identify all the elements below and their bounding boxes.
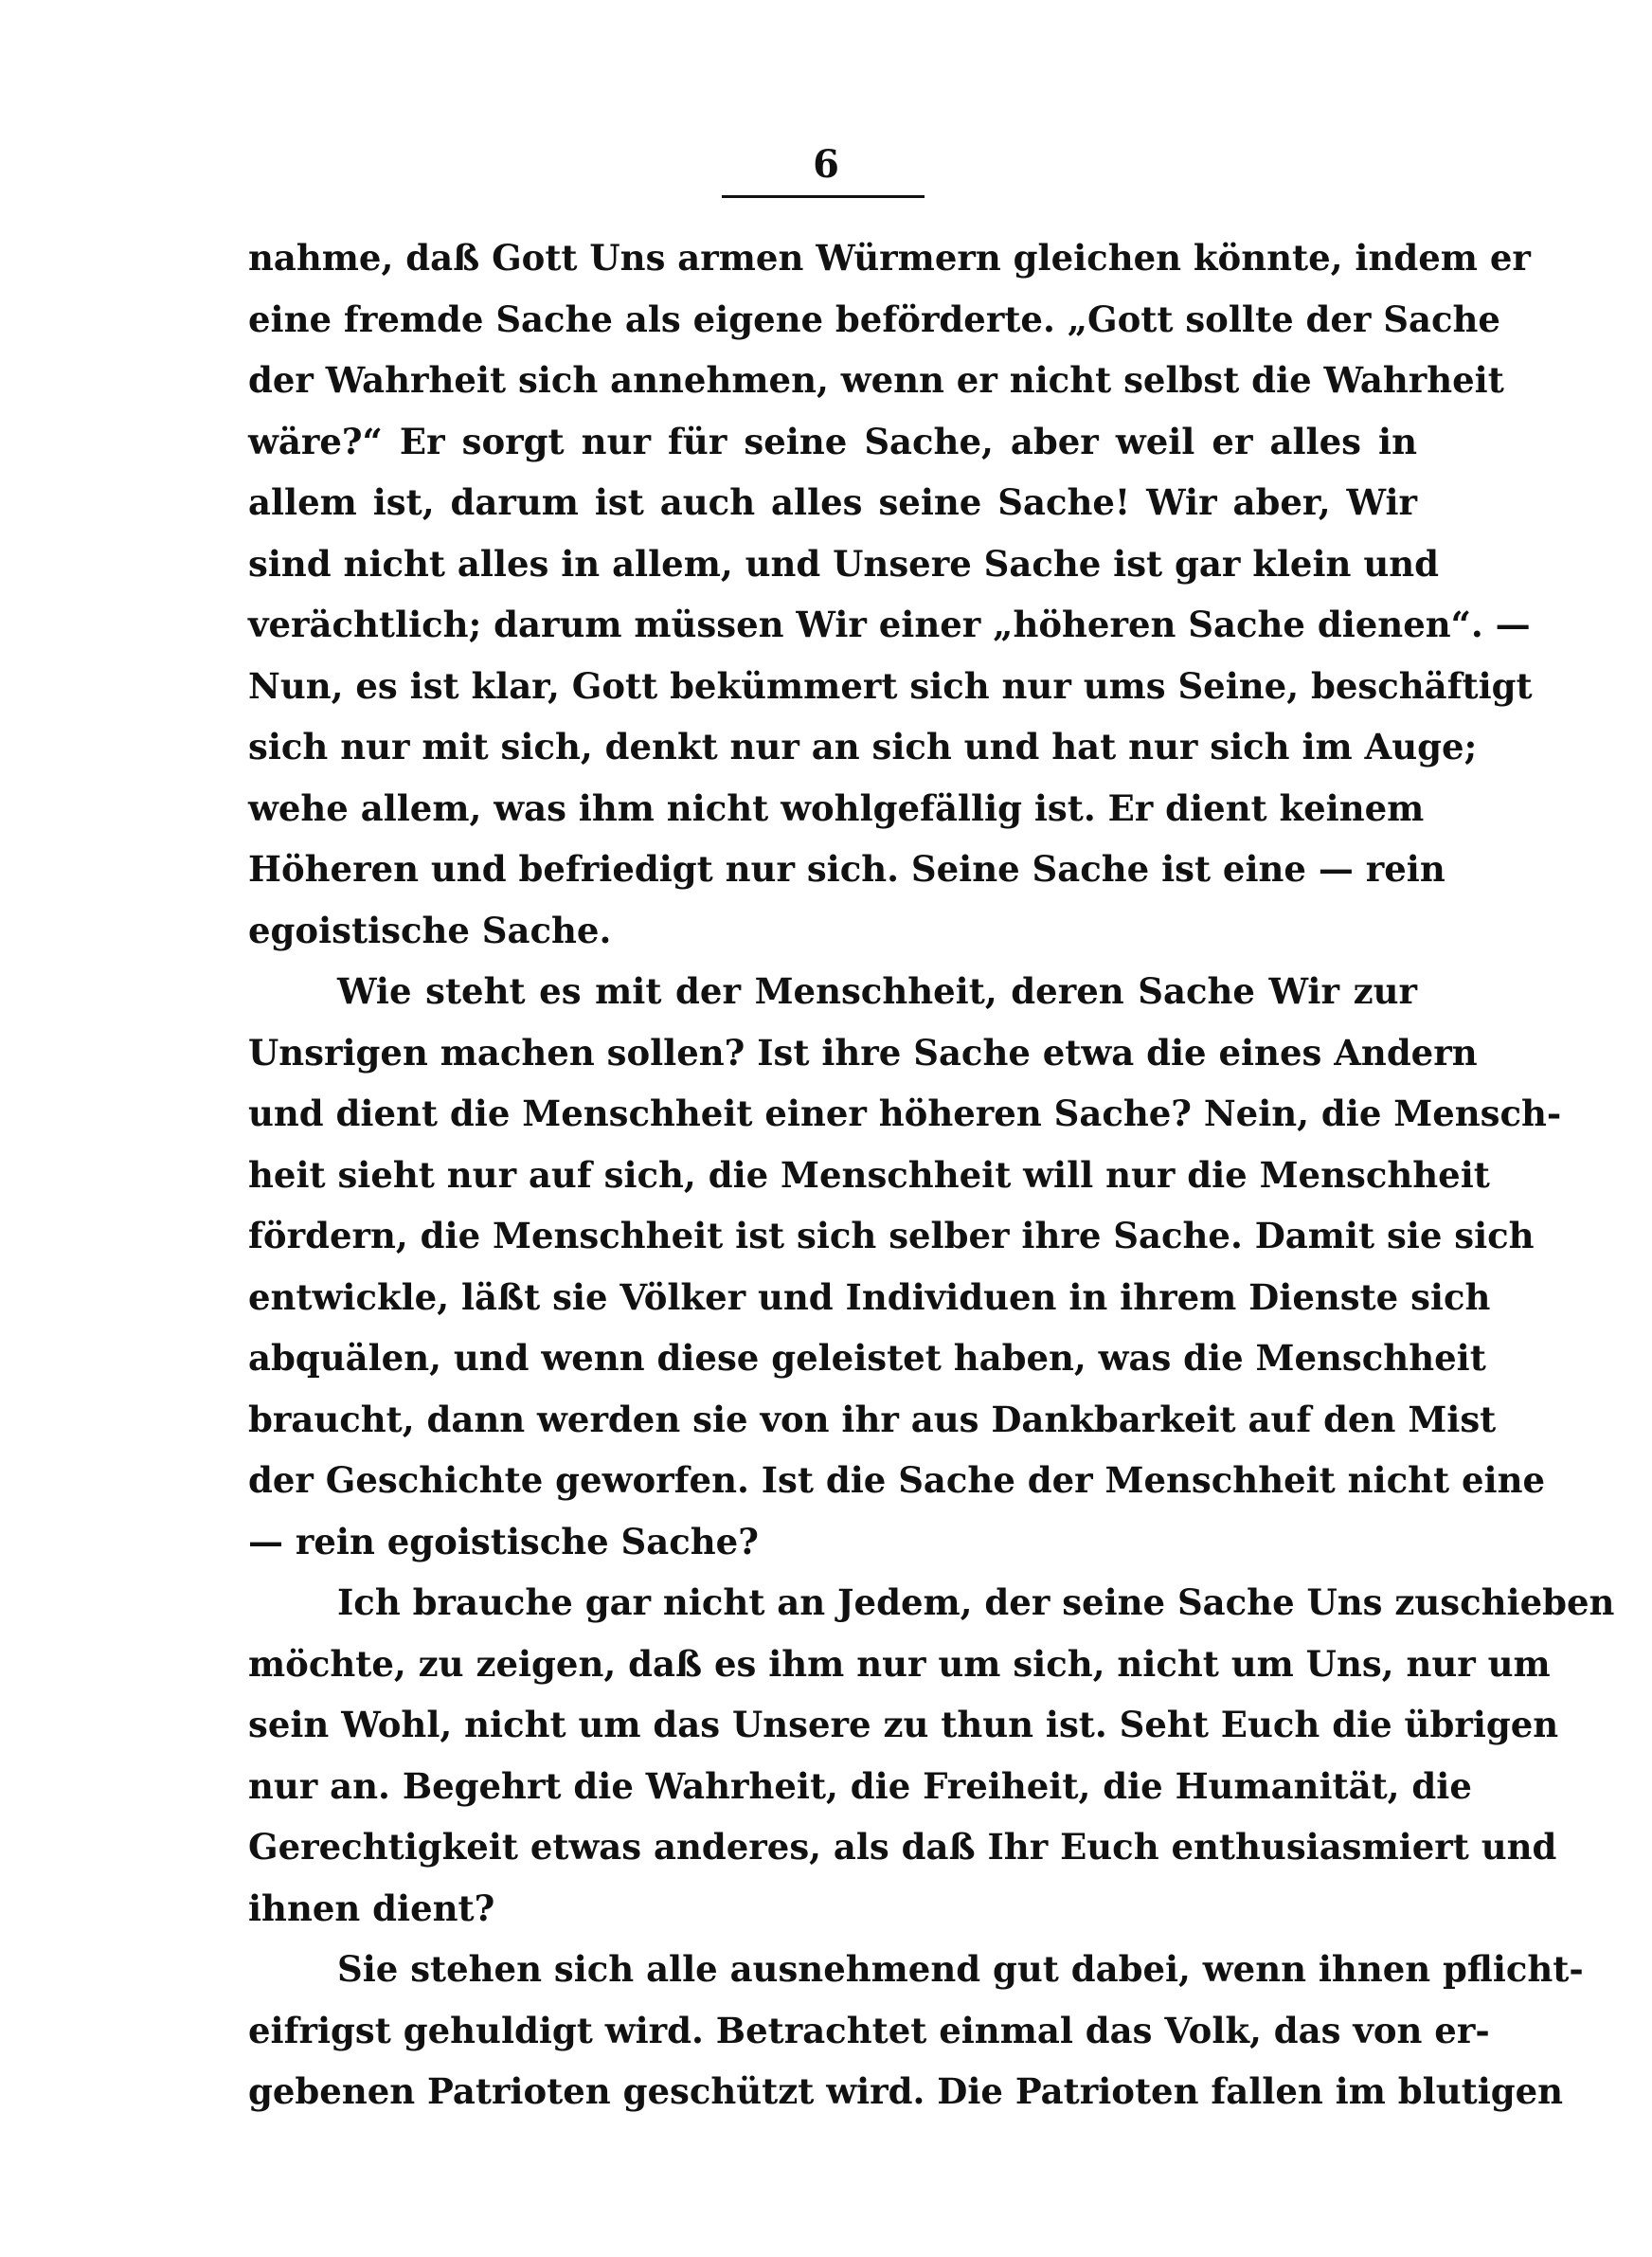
text-line: sind nicht alles in allem, und Unsere Sache ist gar klein und xyxy=(248,542,1439,585)
text-line: heit sieht nur auf sich, die Menschheit will nur die Menschheit xyxy=(248,1153,1490,1196)
text-line: eifrigst gehuldigt wird. Betrachtet einmal das Volk, das von er- xyxy=(248,2009,1490,2051)
text-line: Höheren und befriedigt nur sich. Seine Sache ist eine — rein xyxy=(248,848,1446,890)
text-line: abquälen, und wenn diese geleistet haben, was die Menschheit xyxy=(248,1337,1486,1379)
text-line: verächtlich; darum müssen Wir einer „höheren Sache dienen“. — xyxy=(248,604,1531,645)
text-line: egoistische Sache. xyxy=(248,909,612,951)
text-line: Sie stehen sich alle ausnehmend gut dabei, wenn ihnen pflicht- xyxy=(337,1948,1584,1990)
text-line: Wie steht es mit der Menschheit, deren Sache Wir zur xyxy=(337,970,1417,1012)
text-line: ihnen dient? xyxy=(248,1887,495,1929)
text-line: sich nur mit sich, denkt nur an sich und hat nur sich im Auge; xyxy=(248,726,1478,767)
text-line: eine fremde Sache als eigene beförderte. „Gott sollte der Sache xyxy=(248,298,1500,340)
text-line: allem ist, darum ist auch alles seine Sache! Wir aber, Wir xyxy=(248,481,1417,523)
text-line: und dient die Menschheit einer höheren Sache? Nein, die Mensch- xyxy=(248,1092,1562,1134)
text-line: möchte, zu zeigen, daß es ihm nur um sich, nicht um Uns, nur um xyxy=(248,1642,1551,1685)
page-number: 6 xyxy=(813,142,839,187)
header-rule xyxy=(722,195,925,198)
text-line: der Geschichte geworfen. Ist die Sache der Menschheit nicht eine xyxy=(248,1459,1546,1501)
text-line: Unsrigen machen sollen? Ist ihre Sache etwa die eines Andern xyxy=(248,1031,1478,1074)
text-line: Ich brauche gar nicht an Jedem, der seine Sache Uns zuschieben xyxy=(337,1581,1615,1623)
text-line: fördern, die Menschheit ist sich selber ihre Sache. Damit sie sich xyxy=(248,1215,1535,1256)
text-line: nahme, daß Gott Uns armen Würmern gleichen könnte, indem er xyxy=(248,237,1531,279)
body-text xyxy=(248,227,1615,2122)
text-line: gebenen Patrioten geschützt wird. Die Patrioten fallen im blutigen xyxy=(248,2070,1564,2112)
text-line: der Wahrheit sich annehmen, wenn er nicht selbst die Wahrheit xyxy=(248,359,1504,401)
text-line: wäre?“ Er sorgt nur für seine Sache, aber weil er alles in xyxy=(248,420,1417,462)
text-line: wehe allem, was ihm nicht wohlgefällig ist. Er dient keinem xyxy=(248,786,1425,829)
text-line: entwickle, läßt sie Völker und Individuen in ihrem Dienste sich xyxy=(248,1275,1491,1318)
text-line: Nun, es ist klar, Gott bekümmert sich nur ums Seine, beschäftigt xyxy=(248,664,1533,707)
text-line: nur an. Begehrt die Wahrheit, die Freiheit, die Humanität, die xyxy=(248,1764,1472,1807)
text-line: sein Wohl, nicht um das Unsere zu thun ist. Seht Euch die übrigen xyxy=(248,1704,1559,1745)
text-line: — rein egoistische Sache? xyxy=(248,1520,759,1562)
text-line: braucht, dann werden sie von ihr aus Dankbarkeit auf den Mist xyxy=(248,1398,1497,1440)
text-line: Gerechtigkeit etwas anderes, als daß Ihr Euch enthusiasmiert und xyxy=(248,1826,1557,1868)
